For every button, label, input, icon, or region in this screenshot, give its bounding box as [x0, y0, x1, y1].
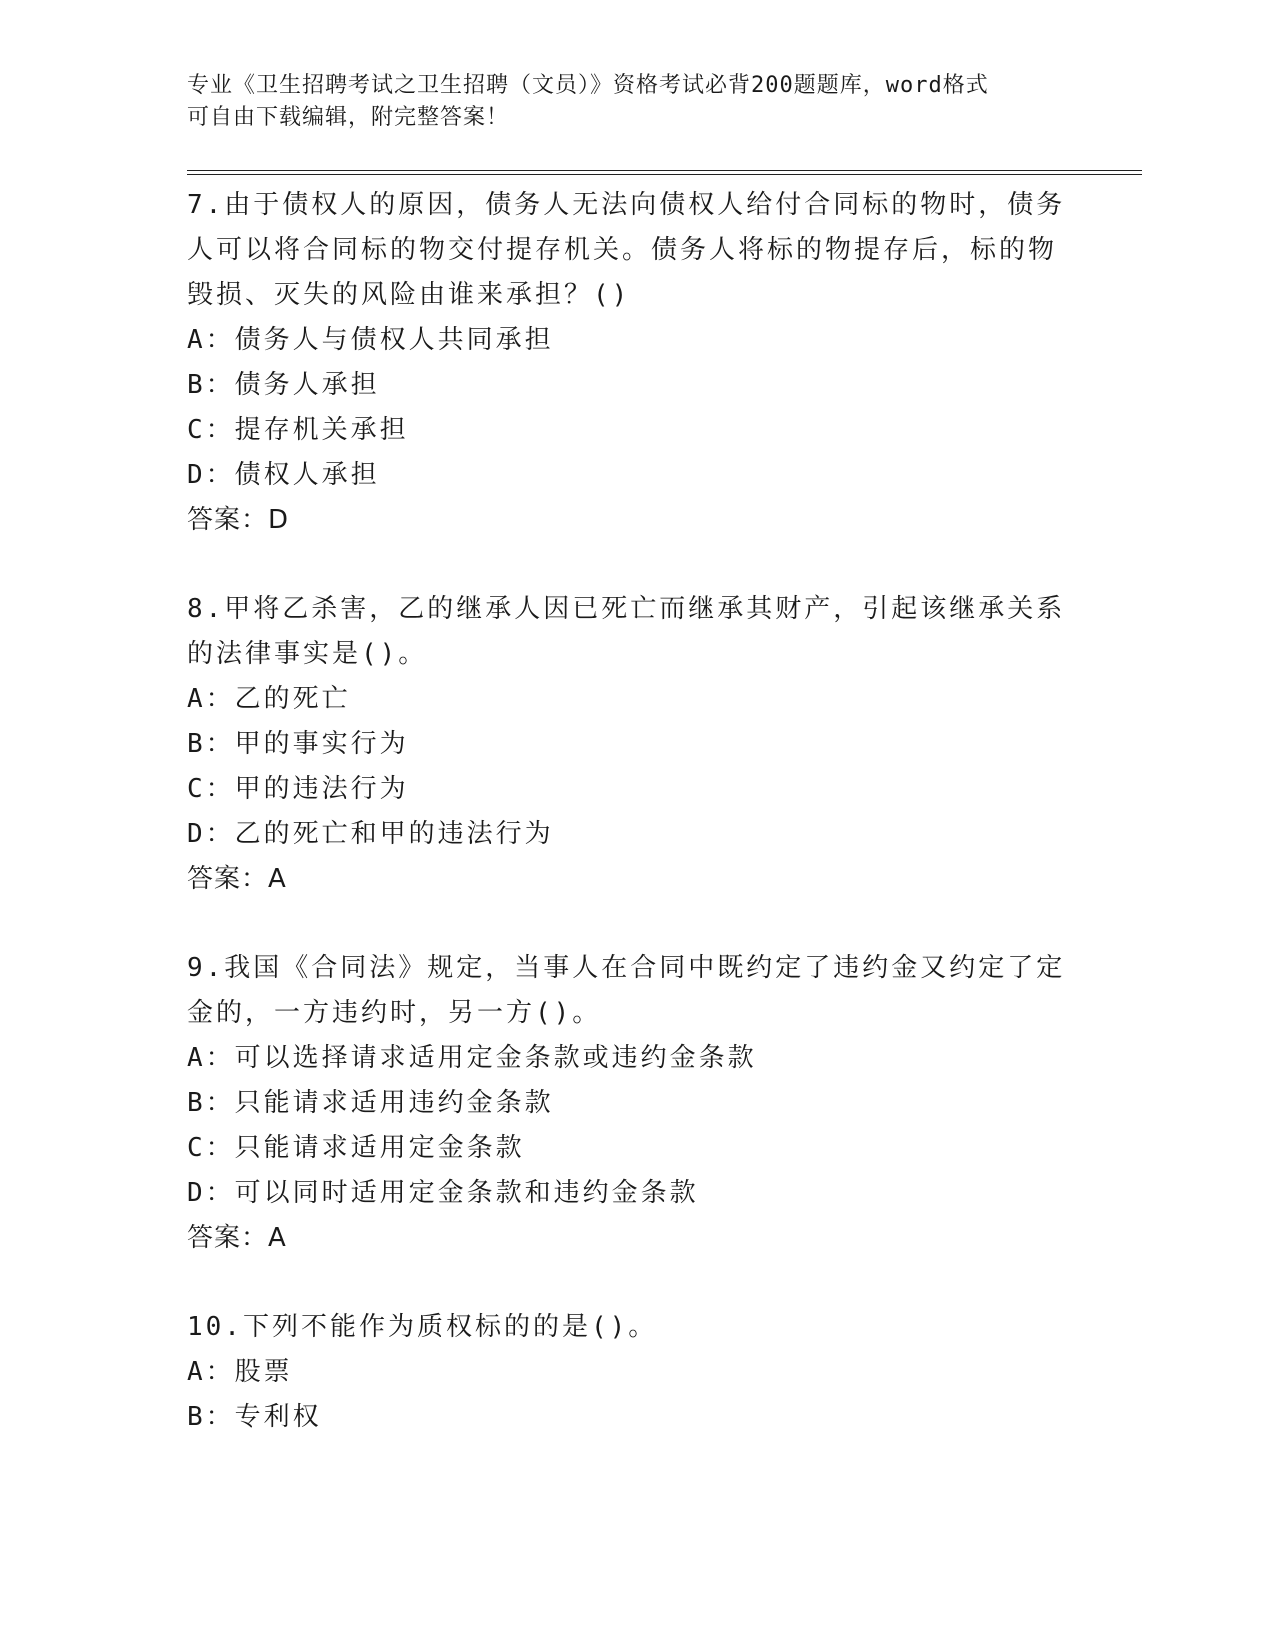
document-header: [187, 70, 1067, 134]
option-a: A：股票: [187, 1357, 293, 1387]
divider-line-bottom: [187, 174, 1142, 175]
header-divider: [187, 170, 1142, 175]
option-a: A：债务人与债权人共同承担: [187, 325, 554, 355]
option-b: B：专利权: [187, 1402, 322, 1432]
option-c: C：只能请求适用定金条款: [187, 1133, 525, 1163]
question-7: [187, 183, 1142, 543]
option-b: B：债务人承担: [187, 370, 380, 400]
question-stem: 10.下列不能作为质权标的的是()。: [187, 1312, 658, 1342]
question-stem: 9.我国《合同法》规定，当事人在合同中既约定了违约金又约定了定金的，一方违约时，另一方()。: [187, 953, 1066, 1028]
option-b: B：只能请求适用违约金条款: [187, 1088, 554, 1118]
question-8: [187, 587, 1142, 902]
document-page: [187, 70, 1142, 1484]
question-10: [187, 1305, 1142, 1440]
option-b: B：甲的事实行为: [187, 729, 409, 759]
answer: 答案：A: [187, 1223, 287, 1253]
option-d: D：乙的死亡和甲的违法行为: [187, 819, 554, 849]
option-d: D：债权人承担: [187, 460, 380, 490]
option-d: D：可以同时适用定金条款和违约金条款: [187, 1178, 699, 1208]
header-line-1: 专业《卫生招聘考试之卫生招聘（文员）》资格考试必背200题题库，word格式: [187, 73, 989, 98]
divider-line-top: [187, 170, 1142, 171]
question-stem: 8.甲将乙杀害，乙的继承人因已死亡而继承其财产，引起该继承关系的法律事实是()。: [187, 594, 1066, 669]
answer: 答案：A: [187, 864, 287, 894]
question-stem: 7.由于债权人的原因，债务人无法向债权人给付合同标的物时，债务人可以将合同标的物交付提存机关。债务人将标的物提存后，标的物毁损、灭失的风险由谁来承担？(): [187, 190, 1066, 310]
option-a: A：可以选择请求适用定金条款或违约金条款: [187, 1043, 757, 1073]
header-line-2: 可自由下载编辑，附完整答案！: [187, 105, 510, 130]
option-c: C：甲的违法行为: [187, 774, 409, 804]
answer: 答案：D: [187, 505, 290, 535]
option-c: C：提存机关承担: [187, 415, 409, 445]
question-9: [187, 946, 1142, 1261]
option-a: A：乙的死亡: [187, 684, 351, 714]
